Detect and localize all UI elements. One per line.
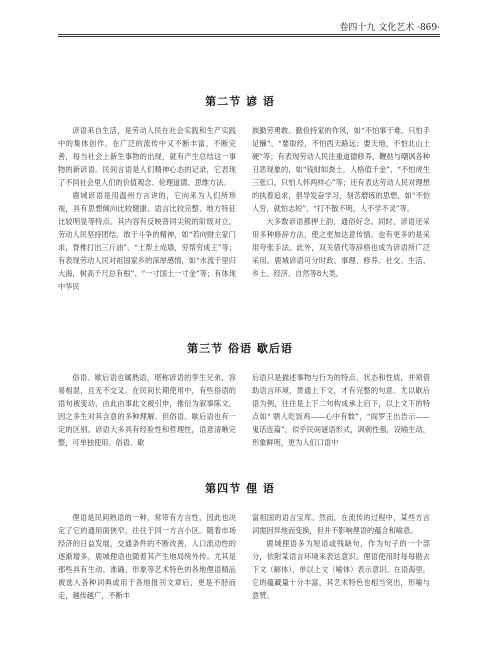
section-proverbs-left-column [58, 124, 236, 293]
paragraph: 俗语、歇后语也属熟语，堪称谚语的孪生兄弟，容易相混，且无不交叉。在民间长期使用中，有些俗语的语句被变动，由此由事此文被引申，推衍为叙事陈文，因之多生对其含意的多种理解。但俗语、歇后语也有一定的区别。谚语大多具有经验性和哲理性，语意清晰完整，可单独使用。俗语、歇 [58, 373, 236, 447]
section-sayings-left-column [58, 371, 236, 449]
paragraph: 后语只是描述事物与行为的特点、状态和性质，并须借助语言环境，贯通上下文，才有完整的句意。尤以歇后语为例，往往是上下二句构成承上启下，以上文下的特点如“ 瞎人吃饭鸡——心中有数”，“阎罗王出告示——鬼话连篇”，似乎民间谜语形式，讽刺性强，设喻生动，形象鲜明，更为人们口语中 [252, 373, 430, 447]
section-slang-right-column [252, 511, 430, 602]
header-rule-bottom [58, 36, 440, 37]
paragraph: 族勤劳勇敢、勤俭持家的作风，如“不怕事干难，只怕手足懒”、“要取经，不怕西天路远；要天地，不怕北山土硬”等；有表现劳动人民注重道德修养，鞭挞与嘲讽各种丑恶现象的，如“钱财如粪土，人格值千金”、“不怕虎生三张口，只怕人怀两样心”等；还有表达劳动人民对理想的执着追求，倡导发奋学习，刻苦磨练的思想，如“不怕人穷，就怕志短”、“打不散不明，人不学不灵”等。 [252, 126, 430, 213]
header-rule-top [58, 34, 440, 35]
section-title-slang: 第四节 俚 语 [205, 482, 275, 495]
paragraph: 俚语是民间熟语的一种，常带有方言性，因此也决定了它的通用面狭窄，往往于同一方言小区。随着市场经济的日益发展，交通条件的不断改善，人口流动性的逐渐增多，鹿城俚语也随着其产生地局统外传。尤其是那些具有生动、准确、形象等艺术特色的各地俚语精品被选入各种词典或用于各地报刊文章后，更是不胫而走，越传越广，不断丰 [58, 513, 236, 600]
paragraph: 富祖国的语言宝库。然而，在流传的过程中，某些方言词需因异地而变换，但并不影响俚语的蕴含和喻意。 [252, 513, 430, 535]
paragraph: 鹿城俚语多为短语或残缺句，作为句子的一个部分，依附某语言环境来表达意识。俚语使用时每每勘去下文（解体），单以上文（喻体）表示意识。在语海里，它的蕴藏量十分丰富，其艺术特色也相当突出，形喻与意赞。 [252, 539, 430, 600]
section-proverbs-right-column [252, 124, 430, 280]
paragraph: 谚语来自生活，是劳动人民在社会实践和生产实践中的集体创作。在广泛的流传中又不断丰富、不断完善，每当社会上新生事物的出现，就有产生总结这一事物的新谚语。民间言语是人们精神心态的记录，它表现了不同社会里人们的价值观念、伦理道德、思维方法。 [58, 126, 236, 187]
page-header: 卷四十九 文化艺术 ·869· [339, 23, 440, 33]
paragraph: 鹿城谚语是用温州方言讲的，它向来为人们所珍视，具有思想倾向比较健康、语言比较完整、地方特征比较明显等特点。其内容有反映普同尖锐的阶级对立，劳动人民坚持团结、敢于斗争的精神，如“若向财主家门求，脊椎打出三斤油”、“土帮土成墙，穷帮穷成王”等；有表现劳动人民对祖国家乡的深厚感情，如“水流千里归大海，树高千尺总有根”、“一寸国土一寸金”等；有体现中华民 [58, 191, 236, 291]
section-title-sayings: 第三节 俗语 歇后语 [187, 342, 293, 355]
section-title-proverbs: 第二节 谚 语 [205, 95, 275, 108]
paragraph: 大多数谚语都押上韵，通俗好念。同时，谚语还采用多种修辞方法，使之更加达意传情。也有更多的是采用夸张手法。此外，双关借代等辞格也成为谚语所广泛采用。鹿城谚语可分时政、事理、修养、社交、生活、乡土、经济、自然等8大类。 [252, 217, 430, 278]
section-slang-left-column [58, 511, 236, 602]
section-sayings-right-column [252, 371, 430, 449]
